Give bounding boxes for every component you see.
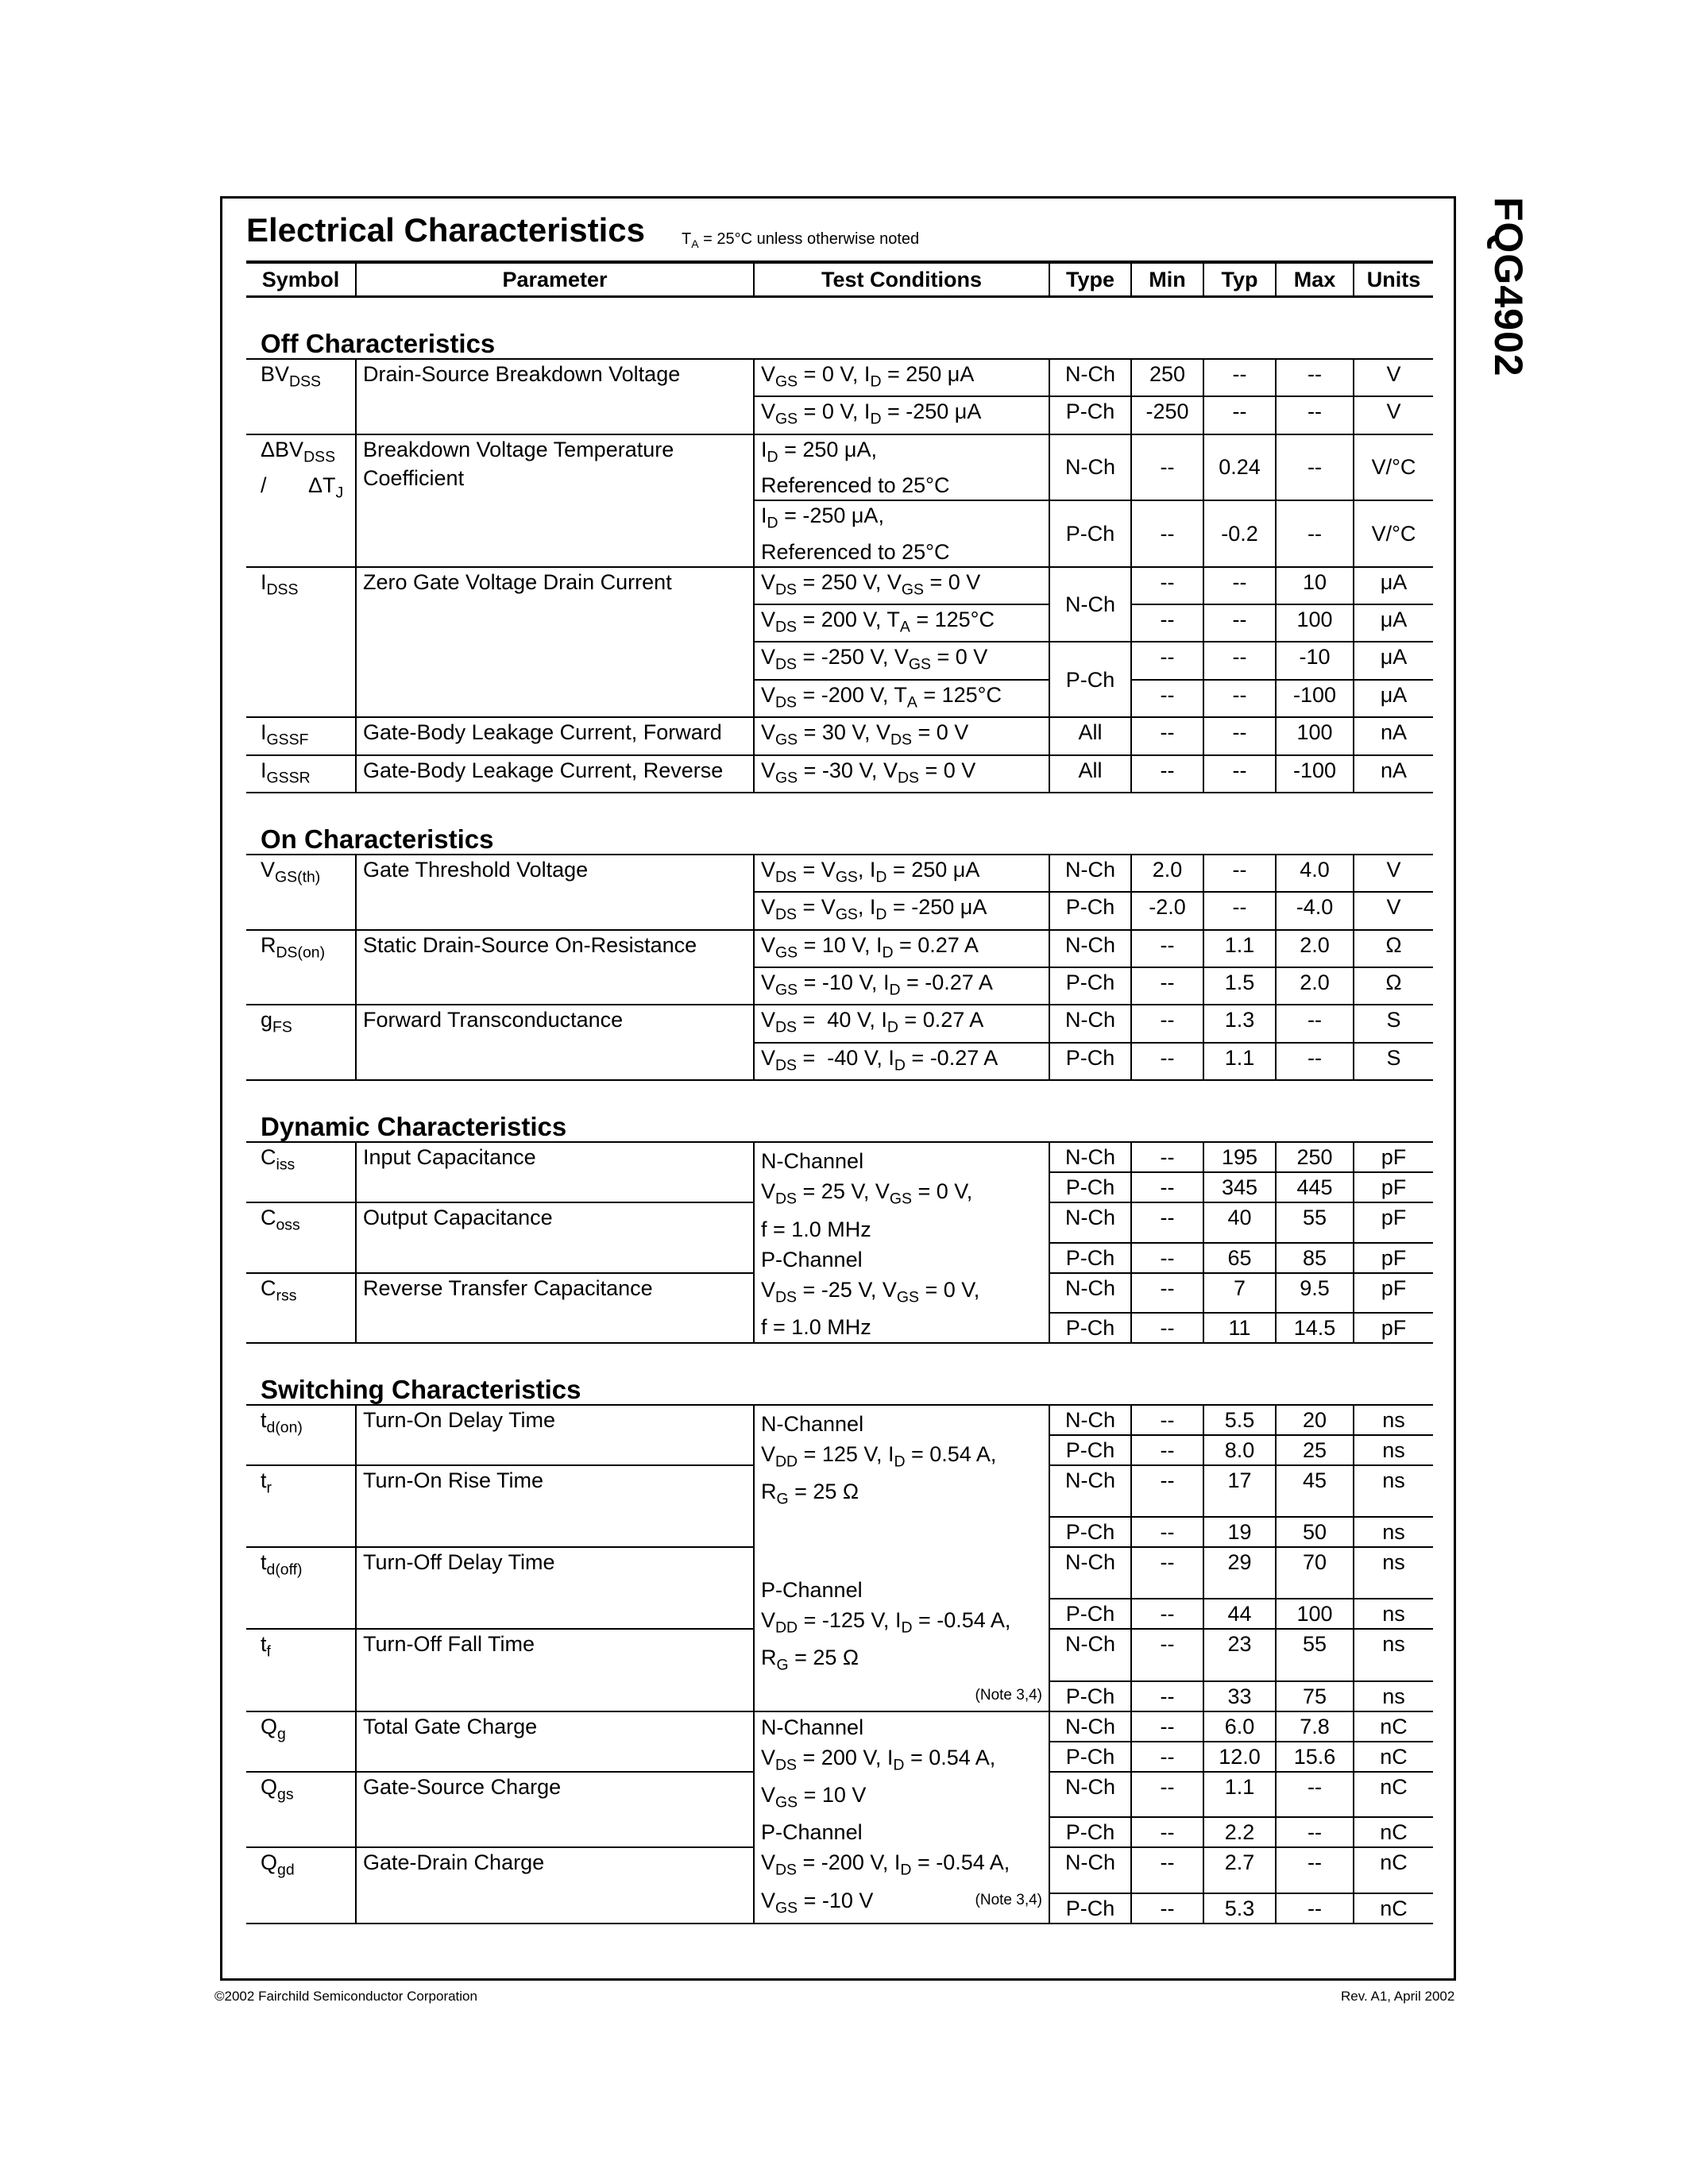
page-title: Electrical Characteristics (246, 211, 645, 249)
table-row: $V_{DS} = -200$ V, $T_A = 125^\circ C$ -- -- -100 μA (246, 680, 1433, 717)
col-type: Type (1049, 262, 1131, 297)
section-dynamic: Dynamic Characteristics (246, 1080, 1433, 1142)
table-row: P-Ch -- 5.3 -- nC (246, 1893, 1433, 1924)
table-row: $I_{GSSF}$ Gate-Body Leakage Current, Forward $V_{GS} = 30$ V, $V_{DS} = 0$ V All -- -- 100 nA (246, 717, 1433, 754)
col-symbol: Symbol (246, 262, 356, 297)
section-switching: Switching Characteristics (246, 1343, 1433, 1405)
col-max: Max (1276, 262, 1354, 297)
table-row: P-Ch -- 345 445 pF (246, 1172, 1433, 1202)
table-row: $Q_g$ Total Gate Charge N-Channel $V_{DS} = 200$ V, $I_D = 0.54$ A, $V_{GS} = 10$ V P-Channel $V_{DS} = -200$ V, $I_D = -0.54$ A, $V_{GS} = -10$ V (Note 3,4) N-Ch -- 6.0 7.8 nC (246, 1711, 1433, 1742)
table-row: $V_{GS} = 0$ V, $I_D = -250$ μA P-Ch -250 -- -- V (246, 396, 1433, 434)
table-row: P-Ch -- 65 85 pF (246, 1243, 1433, 1273)
table-row: $R_{DS(on)}$ Static Drain-Source On-Resistance $V_{GS} = 10$ V, $I_D = 0.27$ A N-Ch -- 1.1 2.0 Ω (246, 930, 1433, 967)
table-row: $C_{iss}$ Input Capacitance N-Channel $V_{DS} = 25$ V, $V_{GS} = 0$ V, f = 1.0 MHz P-Channel $V_{DS} = -25$ V, $V_{GS} = 0$ V, f = 1.0 MHz N-Ch -- 195 250 pF (246, 1142, 1433, 1172)
table-row: $t_{d(on)}$ Turn-On Delay Time N-Channel $V_{DD} = 125$ V, $I_D = 0.54$ A, $R_G = 25$ Ω P-Channel $V_{DD} = -125$ V, $I_D = -0.54$ A, $R_G = 25$ Ω (Note 3,4) N-Ch -- 5.5 20 ns (246, 1405, 1433, 1435)
table-row: $V_{DS} = -40$ V, $I_D = -0.27$ A P-Ch -- 1.1 -- S (246, 1043, 1433, 1080)
section-off: Off Characteristics (246, 297, 1433, 360)
table-row: $g_{FS}$ Forward Transconductance $V_{DS} = 40$ V, $I_D = 0.27$ A N-Ch -- 1.3 -- S (246, 1005, 1433, 1042)
table-row: $BV_{DSS}$ Drain-Source Breakdown Voltage $V_{GS} = 0$ V, $I_D = 250$ μA N-Ch 250 -- -- V (246, 359, 1433, 396)
table-row: $V_{DS} = 200$ V, $T_A = 125^\circ C$ -- -- 100 μA (246, 604, 1433, 642)
table-row: $C_{oss}$ Output Capacitance N-Ch -- 40 55 pF (246, 1202, 1433, 1242)
table-row: $\Delta BV_{DSS}$ / $\Delta T_J$ Breakdown Voltage Temperature Coefficient $I_D = 250$ μA, Referenced to 25°C N-Ch -- 0.24 -- V/°C (246, 434, 1433, 500)
section-on: On Characteristics (246, 793, 1433, 855)
footer-revision: Rev. A1, April 2002 (1341, 1989, 1455, 2004)
col-test-conditions: Test Conditions (754, 262, 1049, 297)
table-row: $V_{DS} = V_{GS}$, $I_D = -250$ μA P-Ch -2.0 -- -4.0 V (246, 892, 1433, 929)
table-row: P-Ch -- 12.0 15.6 nC (246, 1742, 1433, 1772)
col-typ: Typ (1203, 262, 1276, 297)
table-row: $I_{GSSR}$ Gate-Body Leakage Current, Reverse $V_{GS} = -30$ V, $V_{DS} = 0$ V All -- -- -100 nA (246, 755, 1433, 793)
condition-note: $T_A = 25^\circ C$ unless otherwise noted (682, 230, 920, 250)
table-row: $V_{DS} = -250$ V, $V_{GS} = 0$ V P-Ch -- -- -10 μA (246, 642, 1433, 679)
col-parameter: Parameter (356, 262, 754, 297)
table-row: $V_{GS} = -10$ V, $I_D = -0.27$ A P-Ch -- 1.5 2.0 Ω (246, 967, 1433, 1005)
table-row: $t_r$ Turn-On Rise Time N-Ch -- 17 45 ns (246, 1465, 1433, 1517)
table-row: $I_{DSS}$ Zero Gate Voltage Drain Current $V_{DS} = 250$ V, $V_{GS} = 0$ V N-Ch -- -- 10 μA (246, 567, 1433, 604)
table-row: $V_{GS(th)}$ Gate Threshold Voltage $V_{DS} = V_{GS}$, $I_D = 250$ μA N-Ch 2.0 -- 4.0 V (246, 855, 1433, 892)
table-row: $t_{d(off)}$ Turn-Off Delay Time N-Ch -- 29 70 ns (246, 1547, 1433, 1599)
table-row: $C_{rss}$ Reverse Transfer Capacitance N-Ch -- 7 9.5 pF (246, 1273, 1433, 1313)
table-row: P-Ch -- 19 50 ns (246, 1517, 1433, 1547)
table-row: $Q_{gs}$ Gate-Source Charge N-Ch -- 1.1 -- nC (246, 1772, 1433, 1818)
part-number-sidebar: FQG4902 (1486, 197, 1531, 377)
table-row: P-Ch -- 44 100 ns (246, 1599, 1433, 1629)
table-row: P-Ch -- 2.2 -- nC (246, 1817, 1433, 1847)
col-units: Units (1354, 262, 1433, 297)
table-row: $t_f$ Turn-Off Fall Time N-Ch -- 23 55 ns (246, 1629, 1433, 1680)
footer-copyright: ©2002 Fairchild Semiconductor Corporation (214, 1989, 477, 2004)
table-row: P-Ch -- 8.0 25 ns (246, 1435, 1433, 1465)
table-row: $Q_{gd}$ Gate-Drain Charge N-Ch -- 2.7 -- nC (246, 1847, 1433, 1893)
table-row: P-Ch -- 33 75 ns (246, 1681, 1433, 1711)
table-row: P-Ch -- 11 14.5 pF (246, 1313, 1433, 1343)
spec-table (246, 260, 1433, 1924)
col-min: Min (1131, 262, 1203, 297)
table-header (246, 262, 1433, 297)
table-row: $I_D = -250$ μA, Referenced to 25°C P-Ch -- -0.2 -- V/°C (246, 500, 1433, 566)
